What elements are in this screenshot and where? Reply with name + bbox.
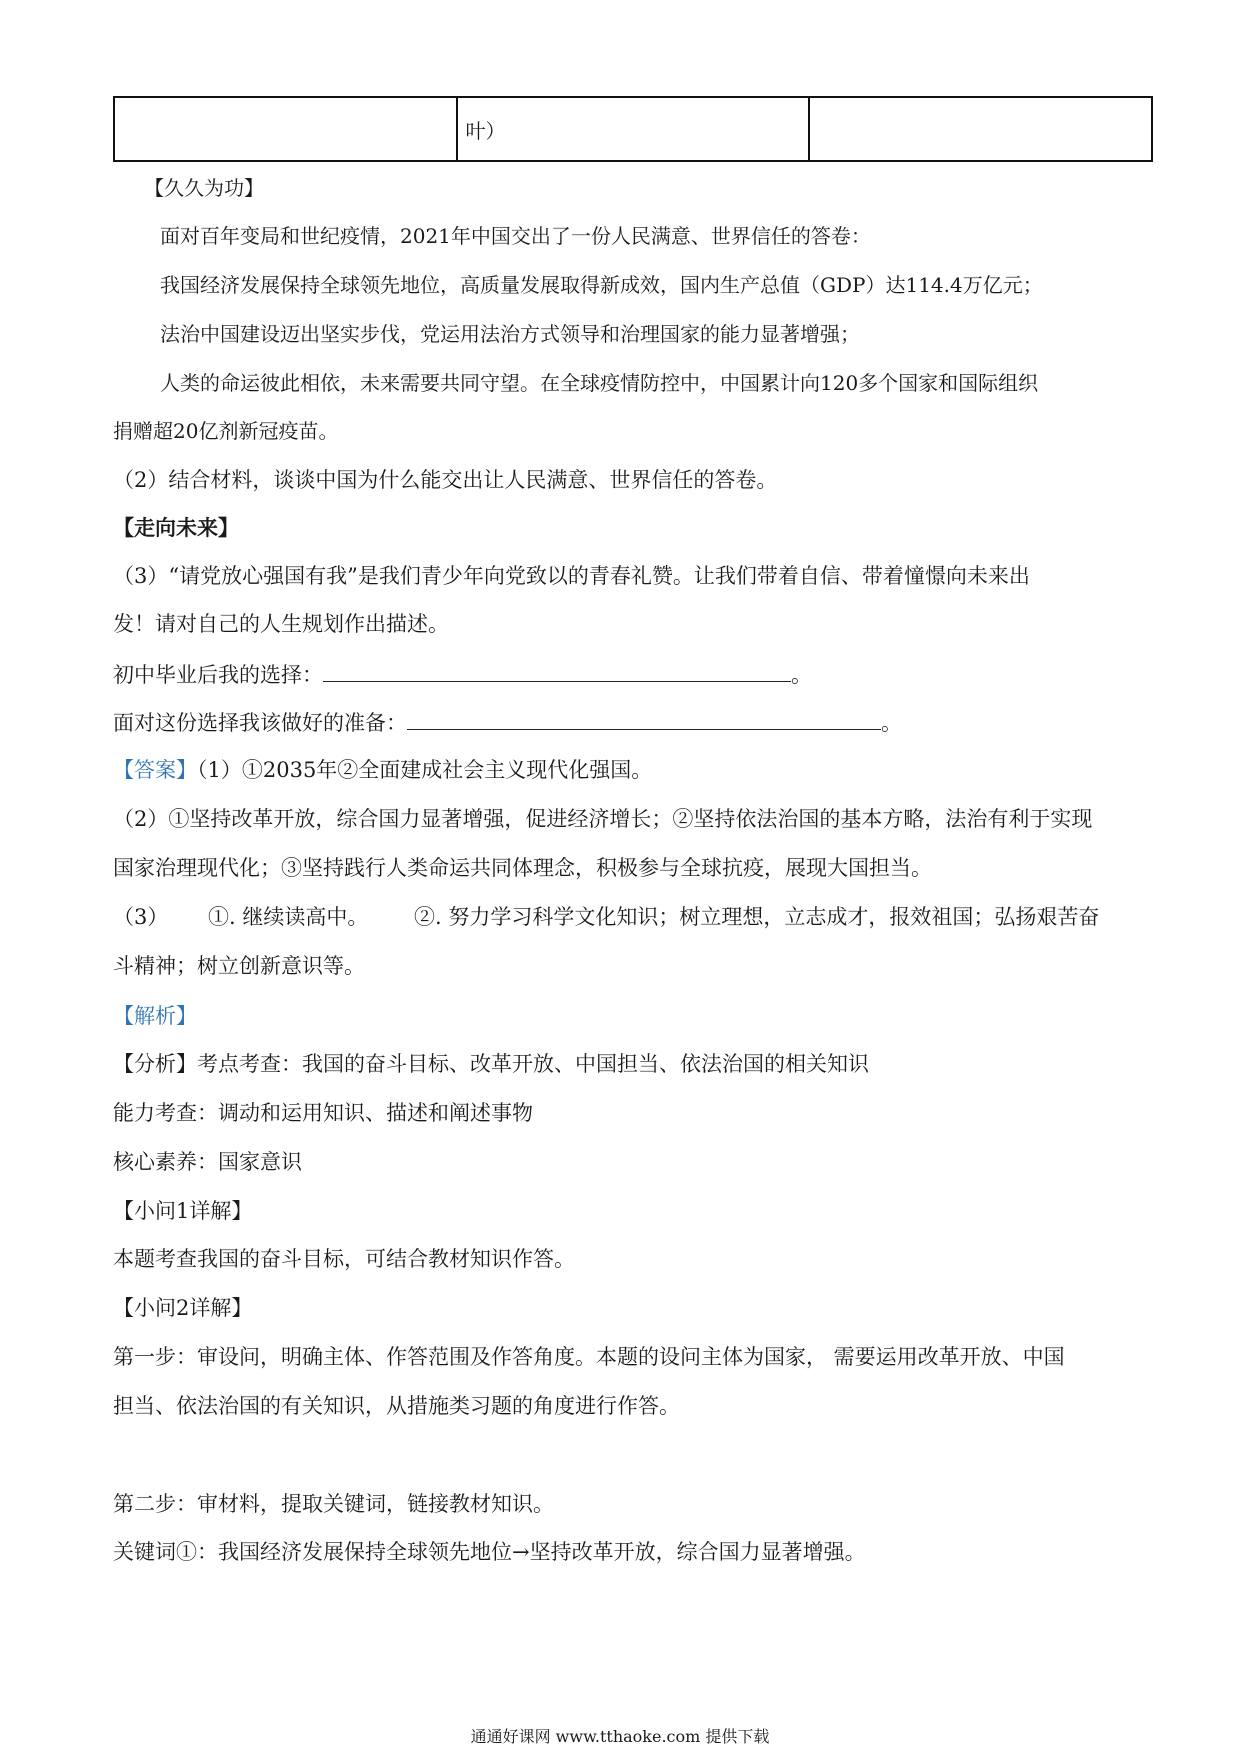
fill-choice-blank[interactable] <box>323 659 791 682</box>
fill-choice-end: 。 <box>791 663 812 687</box>
analysis-tag: 【解析】 <box>113 1004 197 1028</box>
answer-line-1 <box>113 756 652 784</box>
analysis-line-3: 核心素养：国家意识 <box>113 1150 302 1174</box>
analysis-line-2: 能力考查：调动和运用知识、描述和阐述事物 <box>113 1101 533 1125</box>
analysis-line-10: 关键词①：我国经济发展保持全球领先地位→坚持改革开放，综合国力显著增强。 <box>113 1540 866 1564</box>
analysis-line-7: 第一步：审设问，明确主体、作答范围及作答角度。本题的设问主体为国家， 需要运用改革开放、中国 <box>113 1345 1065 1369</box>
question-3-line-1: （3）“请党放心强国有我”是我们青少年向党致以的青春礼赞。让我们带着自信、带着憧憬向未来出 <box>113 564 1030 588</box>
answer-1: （1）①2035年②全面建成社会主义现代化强国。 <box>197 758 653 782</box>
fill-preparation-blank[interactable] <box>407 707 881 730</box>
section-heading-future: 【走向未来】 <box>113 515 239 540</box>
analysis-line-4: 【小问1详解】 <box>113 1199 253 1223</box>
material-line-5: 捐赠超20亿剂新冠疫苗。 <box>113 419 339 443</box>
material-line-3: 法治中国建设迈出坚实步伐，党运用法治方式领导和治理国家的能力显著增强； <box>160 322 860 346</box>
answer-3-line-2: 斗精神；树立创新意识等。 <box>113 954 365 978</box>
answer-2-line-1: （2）①坚持改革开放，综合国力显著增强，促进经济增长；②坚持依法治国的基本方略，法治有利于实现 <box>113 807 1093 831</box>
answer-3-part-1: ①. 继续读高中。 <box>208 905 369 929</box>
table-cell-2: 叶） <box>457 97 810 161</box>
analysis-line-6: 【小问2详解】 <box>113 1296 253 1320</box>
answer-table <box>113 96 1153 162</box>
material-line-4: 人类的命运彼此相依，未来需要共同守望。在全球疫情防控中，中国累计向120多个国家和国际组织 <box>160 371 1039 395</box>
fill-preparation-end: 。 <box>881 711 902 735</box>
material-line-2: 我国经济发展保持全球领先地位，高质量发展取得新成效，国内生产总值（GDP）达114.4万亿元； <box>160 273 1043 297</box>
fill-choice-label: 初中毕业后我的选择： <box>113 663 323 687</box>
table-cell-3 <box>809 97 1152 161</box>
analysis-line-1: 【分析】考点考查：我国的奋斗目标、改革开放、中国担当、依法治国的相关知识 <box>113 1052 869 1076</box>
analysis-line-8: 担当、依法治国的有关知识，从措施类习题的角度进行作答。 <box>113 1394 680 1418</box>
answer-2-line-2: 国家治理现代化；③坚持践行人类命运共同体理念，积极参与全球抗疫，展现大国担当。 <box>113 856 932 880</box>
question-3-line-2: 发！请对自己的人生规划作出描述。 <box>113 612 449 636</box>
fill-preparation-label: 面对这份选择我该做好的准备： <box>113 711 407 735</box>
question-2: （2）结合材料，谈谈中国为什么能交出让人民满意、世界信任的答卷。 <box>113 468 778 492</box>
answer-tag: 【答案】 <box>113 758 197 782</box>
answer-3-part-2: ②. 努力学习科学文化知识；树立理想，立志成才，报效祖国；弘扬艰苦奋 <box>414 905 1100 929</box>
answer-3-prefix: （3） <box>113 905 169 929</box>
fill-line-preparation <box>113 707 902 737</box>
page-footer: 通通好课网 www.tthaoke.com 提供下载 <box>470 1727 770 1746</box>
section-heading-jiujiu: 【久久为功】 <box>144 176 264 200</box>
fill-line-choice <box>113 659 812 689</box>
table-cell-1 <box>114 97 457 161</box>
analysis-line-9: 第二步：审材料，提取关键词，链接教材知识。 <box>113 1492 554 1516</box>
analysis-line-5: 本题考查我国的奋斗目标，可结合教材知识作答。 <box>113 1247 575 1271</box>
material-line-1: 面对百年变局和世纪疫情，2021年中国交出了一份人民满意、世界信任的答卷： <box>160 224 871 248</box>
